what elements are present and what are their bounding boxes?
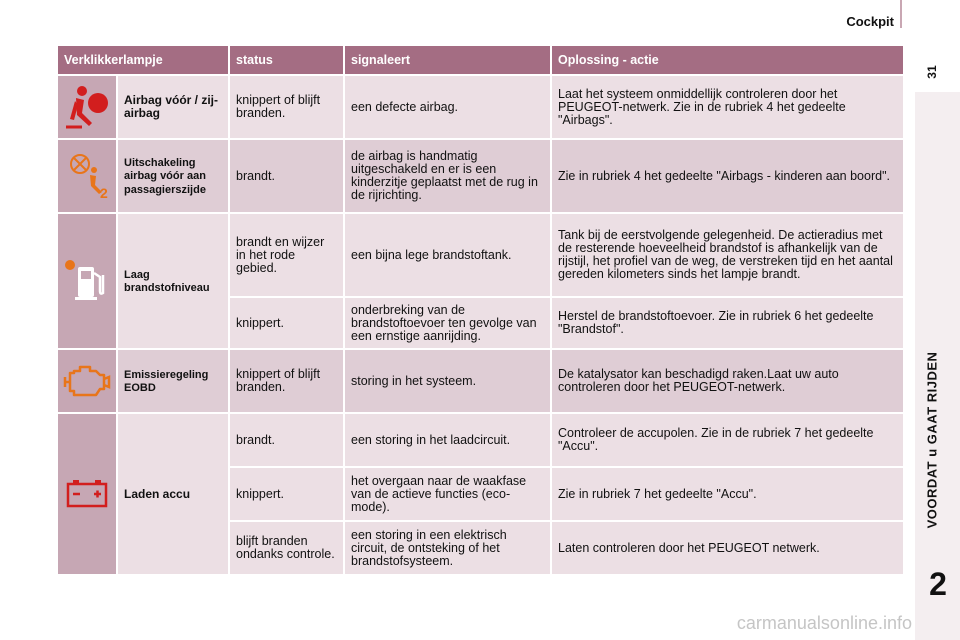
table-row <box>58 214 903 296</box>
table-row <box>58 350 903 412</box>
column-header-lamp: Verklikkerlampje <box>58 46 228 74</box>
lamp-name: Airbag vóór / zij-airbag <box>124 93 219 120</box>
warning-lights-table <box>56 44 905 576</box>
column-header-signal: signaleert <box>345 46 550 74</box>
status-cell: brandt en wijzer in het rode gebied. <box>236 234 325 275</box>
lamp-name: Laag brandstofniveau <box>124 268 210 294</box>
chapter-number: 2 <box>929 566 947 602</box>
action-cell: De katalysator kan beschadigd raken.Laat uw auto controleren door het PEUGEOT-netwerk. <box>558 367 839 394</box>
battery-icon <box>62 476 112 512</box>
watermark: carmanualsonline.info <box>736 613 912 633</box>
action-cell: Zie in rubriek 4 het gedeelte "Airbags - kinderen aan boord". <box>558 168 890 183</box>
icon-cell <box>58 214 116 348</box>
icon-cell <box>58 414 116 574</box>
signal-cell: een bijna lege brandstoftank. <box>351 247 512 262</box>
svg-text:2: 2 <box>100 185 108 200</box>
icon-cell <box>58 350 116 412</box>
lamp-name: Laden accu <box>124 486 191 501</box>
table-row <box>58 414 903 466</box>
page-number: 31 <box>925 65 939 79</box>
icon-cell <box>58 76 116 138</box>
engine-icon <box>62 359 112 403</box>
action-cell: Laten controleren door het PEUGEOT netwerk. <box>558 540 820 555</box>
status-cell: blijft branden ondanks controle. <box>236 534 335 561</box>
signal-cell: een storing in een elektrisch circuit, de ontsteking of het brandstofsysteem. <box>351 527 507 568</box>
table-header-row <box>58 46 903 74</box>
passenger-airbag-off-icon <box>62 152 112 200</box>
fuel-pump-icon <box>62 255 112 307</box>
status-cell: knippert of blijft branden. <box>236 367 321 394</box>
table-row <box>58 76 903 138</box>
table-row <box>58 140 903 212</box>
signal-cell: een storing in het laadcircuit. <box>351 432 511 447</box>
action-cell: Controleer de accupolen. Zie in de rubriek 7 het gedeelte "Accu". <box>558 426 874 453</box>
signal-cell: de airbag is handmatig uitgeschakeld en er is een kinderzitje geplaatst met de rug in de rijrichting. <box>351 149 538 202</box>
airbag-icon <box>62 83 112 131</box>
signal-cell: het overgaan naar de waakfase van de actieve functies (eco-mode). <box>351 473 527 514</box>
column-header-status: status <box>230 46 343 74</box>
action-cell: Zie in rubriek 7 het gedeelte "Accu". <box>558 486 757 501</box>
icon-cell <box>58 140 116 212</box>
action-cell: Laat het systeem onmiddellijk controleren door het PEUGEOT-netwerk. Zie in de rubriek 4 het gedeelte "Airbags". <box>558 86 846 127</box>
lamp-name: Uitschakeling airbag vóór aan passagierszijde <box>124 156 206 196</box>
status-cell: knippert of blijft branden. <box>236 93 321 120</box>
status-cell: knippert. <box>236 315 284 330</box>
signal-cell: een defecte airbag. <box>351 99 459 114</box>
header-divider <box>900 0 902 28</box>
signal-cell: onderbreking van de brandstoftoevoer ten gevolge van een ernstige aanrijding. <box>351 302 537 343</box>
lamp-name: Emissieregeling EOBD <box>124 368 209 394</box>
status-cell: brandt. <box>236 432 275 447</box>
action-cell: Tank bij de eerstvolgende gelegenheid. De actieradius met de resterende hoeveelheid brandstof is afhankelijk van de rijstijl, het profiel van de weg, de verstreken tijd en het aantal gereden kilometers sinds het lampje brandt. <box>558 228 893 281</box>
column-header-action: Oplossing - actie <box>552 46 903 74</box>
signal-cell: storing in het systeem. <box>351 373 477 388</box>
page-section-title: Cockpit <box>846 14 894 29</box>
status-cell: knippert. <box>236 486 284 501</box>
chapter-label: VOORDAT u GAAT RIJDEN <box>924 351 940 529</box>
status-cell: brandt. <box>236 168 275 183</box>
action-cell: Herstel de brandstoftoevoer. Zie in rubriek 6 het gedeelte "Brandstof". <box>558 309 874 336</box>
